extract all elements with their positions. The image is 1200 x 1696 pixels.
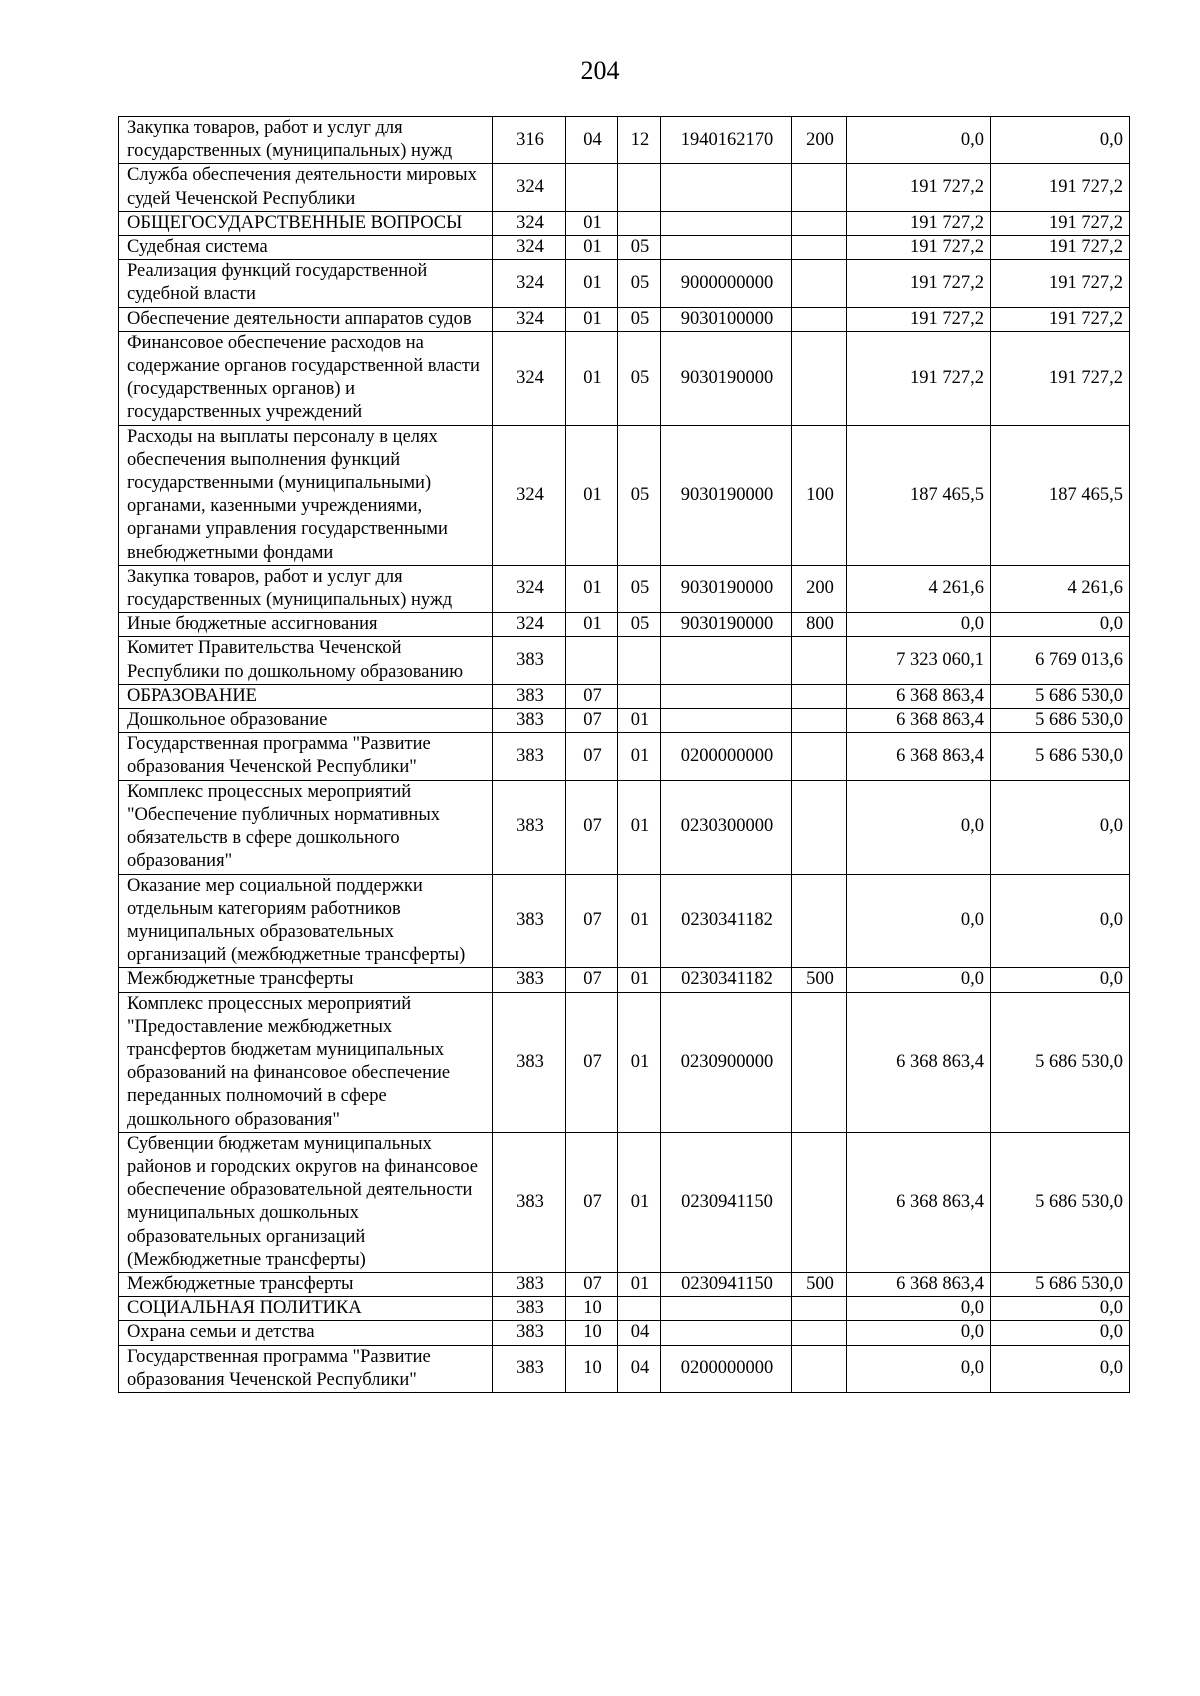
section-code-cell xyxy=(566,637,618,684)
expense-name-cell: Межбюджетные трансферты xyxy=(119,968,493,992)
expense-name-cell: Закупка товаров, работ и услуг для государственных (муниципальных) нужд xyxy=(119,117,493,164)
department-code-cell: 383 xyxy=(493,874,566,968)
subsection-code-cell: 01 xyxy=(618,874,661,968)
expense-name-cell: Государственная программа "Развитие образования Чеченской Республики" xyxy=(119,733,493,780)
department-code-cell: 324 xyxy=(493,236,566,260)
amount-year-1-cell: 191 727,2 xyxy=(847,260,991,307)
target-article-cell xyxy=(661,1297,792,1321)
expense-type-cell: 100 xyxy=(792,425,847,565)
table-row xyxy=(119,968,1130,992)
expense-name-cell: Служба обеспечения деятельности мировых судей Чеченской Республики xyxy=(119,164,493,211)
subsection-code-cell xyxy=(618,637,661,684)
expense-type-cell xyxy=(792,637,847,684)
section-code-cell: 10 xyxy=(566,1345,618,1392)
target-article-cell: 9030190000 xyxy=(661,425,792,565)
table-row xyxy=(119,1345,1130,1392)
section-code-cell xyxy=(566,164,618,211)
amount-year-1-cell: 0,0 xyxy=(847,874,991,968)
department-code-cell: 383 xyxy=(493,992,566,1132)
table-row xyxy=(119,1321,1130,1345)
amount-year-1-cell: 191 727,2 xyxy=(847,236,991,260)
section-code-cell: 01 xyxy=(566,331,618,425)
amount-year-2-cell: 5 686 530,0 xyxy=(991,992,1130,1132)
target-article-cell xyxy=(661,236,792,260)
subsection-code-cell xyxy=(618,211,661,235)
expense-type-cell: 500 xyxy=(792,1272,847,1296)
expense-name-cell: Охрана семьи и детства xyxy=(119,1321,493,1345)
expense-type-cell: 200 xyxy=(792,565,847,612)
target-article-cell xyxy=(661,211,792,235)
amount-year-1-cell: 6 368 863,4 xyxy=(847,733,991,780)
target-article-cell: 9030190000 xyxy=(661,331,792,425)
expense-name-cell: Расходы на выплаты персоналу в целях обеспечения выполнения функций государственными (муниципальными) органами, казенными учреждениями, органами управления государственными внебюджетными фондами xyxy=(119,425,493,565)
expense-name-cell: Комитет Правительства Чеченской Республики по дошкольному образованию xyxy=(119,637,493,684)
expense-type-cell xyxy=(792,1297,847,1321)
amount-year-2-cell: 0,0 xyxy=(991,117,1130,164)
amount-year-1-cell: 7 323 060,1 xyxy=(847,637,991,684)
table-row xyxy=(119,1272,1130,1296)
department-code-cell: 383 xyxy=(493,637,566,684)
subsection-code-cell: 04 xyxy=(618,1345,661,1392)
target-article-cell: 0230341182 xyxy=(661,874,792,968)
expense-type-cell xyxy=(792,874,847,968)
expense-name-cell: Дошкольное образование xyxy=(119,709,493,733)
amount-year-1-cell: 0,0 xyxy=(847,613,991,637)
department-code-cell: 324 xyxy=(493,307,566,331)
subsection-code-cell: 05 xyxy=(618,236,661,260)
amount-year-1-cell: 191 727,2 xyxy=(847,164,991,211)
department-code-cell: 324 xyxy=(493,565,566,612)
expense-type-cell xyxy=(792,164,847,211)
amount-year-2-cell: 5 686 530,0 xyxy=(991,1272,1130,1296)
section-code-cell: 01 xyxy=(566,613,618,637)
department-code-cell: 383 xyxy=(493,1272,566,1296)
section-code-cell: 07 xyxy=(566,733,618,780)
expense-name-cell: Государственная программа "Развитие образования Чеченской Республики" xyxy=(119,1345,493,1392)
table-row xyxy=(119,1132,1130,1272)
amount-year-2-cell: 5 686 530,0 xyxy=(991,1132,1130,1272)
amount-year-1-cell: 0,0 xyxy=(847,1321,991,1345)
subsection-code-cell: 01 xyxy=(618,780,661,874)
department-code-cell: 324 xyxy=(493,260,566,307)
target-article-cell: 0230941150 xyxy=(661,1272,792,1296)
amount-year-1-cell: 191 727,2 xyxy=(847,307,991,331)
expense-name-cell: Субвенции бюджетам муниципальных районов и городских округов на финансовое обеспечение образовательной деятельности муниципальных дошкольных образовательных организаций (Межбюджетные трансферты) xyxy=(119,1132,493,1272)
section-code-cell: 07 xyxy=(566,780,618,874)
section-code-cell: 10 xyxy=(566,1297,618,1321)
department-code-cell: 383 xyxy=(493,733,566,780)
target-article-cell: 9030190000 xyxy=(661,565,792,612)
table-row xyxy=(119,1297,1130,1321)
subsection-code-cell: 01 xyxy=(618,733,661,780)
table-row xyxy=(119,260,1130,307)
department-code-cell: 383 xyxy=(493,684,566,708)
table-row xyxy=(119,637,1130,684)
amount-year-2-cell: 0,0 xyxy=(991,968,1130,992)
table-row xyxy=(119,780,1130,874)
amount-year-2-cell: 5 686 530,0 xyxy=(991,684,1130,708)
amount-year-2-cell: 0,0 xyxy=(991,613,1130,637)
target-article-cell: 9000000000 xyxy=(661,260,792,307)
table-row xyxy=(119,117,1130,164)
expense-name-cell: Иные бюджетные ассигнования xyxy=(119,613,493,637)
section-code-cell: 01 xyxy=(566,260,618,307)
section-code-cell: 07 xyxy=(566,968,618,992)
target-article-cell: 9030100000 xyxy=(661,307,792,331)
table-row xyxy=(119,733,1130,780)
table-row xyxy=(119,307,1130,331)
department-code-cell: 324 xyxy=(493,211,566,235)
table-row xyxy=(119,211,1130,235)
table-row xyxy=(119,425,1130,565)
amount-year-1-cell: 0,0 xyxy=(847,117,991,164)
amount-year-2-cell: 0,0 xyxy=(991,1345,1130,1392)
target-article-cell xyxy=(661,709,792,733)
section-code-cell: 07 xyxy=(566,1272,618,1296)
section-code-cell: 01 xyxy=(566,211,618,235)
expense-name-cell: ОБЩЕГОСУДАРСТВЕННЫЕ ВОПРОСЫ xyxy=(119,211,493,235)
expense-type-cell xyxy=(792,1345,847,1392)
expense-type-cell xyxy=(792,236,847,260)
subsection-code-cell: 05 xyxy=(618,613,661,637)
subsection-code-cell: 01 xyxy=(618,968,661,992)
subsection-code-cell: 01 xyxy=(618,1132,661,1272)
subsection-code-cell: 01 xyxy=(618,709,661,733)
amount-year-1-cell: 6 368 863,4 xyxy=(847,992,991,1132)
expense-type-cell xyxy=(792,331,847,425)
department-code-cell: 383 xyxy=(493,780,566,874)
table-row xyxy=(119,684,1130,708)
section-code-cell: 01 xyxy=(566,236,618,260)
expense-name-cell: Комплекс процессных мероприятий "Предоставление межбюджетных трансфертов бюджетам муниципальных образований на финансовое обеспечение переданных полномочий в сфере дошкольного образования" xyxy=(119,992,493,1132)
section-code-cell: 07 xyxy=(566,874,618,968)
expense-type-cell xyxy=(792,780,847,874)
table-row xyxy=(119,236,1130,260)
section-code-cell: 04 xyxy=(566,117,618,164)
expense-type-cell xyxy=(792,1321,847,1345)
budget-table xyxy=(118,116,1130,1393)
amount-year-2-cell: 191 727,2 xyxy=(991,164,1130,211)
department-code-cell: 383 xyxy=(493,709,566,733)
subsection-code-cell: 04 xyxy=(618,1321,661,1345)
amount-year-1-cell: 6 368 863,4 xyxy=(847,1272,991,1296)
subsection-code-cell: 05 xyxy=(618,260,661,307)
target-article-cell xyxy=(661,1321,792,1345)
section-code-cell: 07 xyxy=(566,992,618,1132)
department-code-cell: 383 xyxy=(493,1345,566,1392)
subsection-code-cell: 05 xyxy=(618,307,661,331)
expense-type-cell: 500 xyxy=(792,968,847,992)
amount-year-1-cell: 0,0 xyxy=(847,968,991,992)
target-article-cell: 0230341182 xyxy=(661,968,792,992)
section-code-cell: 07 xyxy=(566,709,618,733)
table-row xyxy=(119,565,1130,612)
subsection-code-cell xyxy=(618,164,661,211)
section-code-cell: 01 xyxy=(566,565,618,612)
target-article-cell: 0230900000 xyxy=(661,992,792,1132)
amount-year-1-cell: 191 727,2 xyxy=(847,331,991,425)
expense-name-cell: Межбюджетные трансферты xyxy=(119,1272,493,1296)
expense-name-cell: Обеспечение деятельности аппаратов судов xyxy=(119,307,493,331)
expense-name-cell: Комплекс процессных мероприятий "Обеспечение публичных нормативных обязательств в сфере дошкольного образования" xyxy=(119,780,493,874)
expense-type-cell xyxy=(792,1132,847,1272)
amount-year-2-cell: 0,0 xyxy=(991,1297,1130,1321)
department-code-cell: 324 xyxy=(493,613,566,637)
amount-year-2-cell: 191 727,2 xyxy=(991,307,1130,331)
expense-type-cell xyxy=(792,733,847,780)
department-code-cell: 324 xyxy=(493,425,566,565)
department-code-cell: 316 xyxy=(493,117,566,164)
expense-name-cell: Реализация функций государственной судебной власти xyxy=(119,260,493,307)
table-row xyxy=(119,992,1130,1132)
expense-name-cell: ОБРАЗОВАНИЕ xyxy=(119,684,493,708)
target-article-cell: 9030190000 xyxy=(661,613,792,637)
subsection-code-cell: 05 xyxy=(618,565,661,612)
target-article-cell: 0230941150 xyxy=(661,1132,792,1272)
subsection-code-cell xyxy=(618,684,661,708)
amount-year-1-cell: 0,0 xyxy=(847,1345,991,1392)
section-code-cell: 01 xyxy=(566,425,618,565)
budget-table-body xyxy=(119,117,1130,1393)
expense-type-cell xyxy=(792,211,847,235)
amount-year-1-cell: 0,0 xyxy=(847,1297,991,1321)
section-code-cell: 07 xyxy=(566,1132,618,1272)
section-code-cell: 01 xyxy=(566,307,618,331)
expense-type-cell xyxy=(792,992,847,1132)
amount-year-1-cell: 191 727,2 xyxy=(847,211,991,235)
expense-name-cell: Оказание мер социальной поддержки отдельным категориям работников муниципальных образовательных организаций (межбюджетные трансферты) xyxy=(119,874,493,968)
amount-year-2-cell: 191 727,2 xyxy=(991,211,1130,235)
amount-year-2-cell: 5 686 530,0 xyxy=(991,733,1130,780)
department-code-cell: 383 xyxy=(493,1321,566,1345)
department-code-cell: 383 xyxy=(493,1132,566,1272)
subsection-code-cell xyxy=(618,1297,661,1321)
amount-year-1-cell: 187 465,5 xyxy=(847,425,991,565)
subsection-code-cell: 05 xyxy=(618,331,661,425)
target-article-cell: 0200000000 xyxy=(661,1345,792,1392)
table-row xyxy=(119,331,1130,425)
amount-year-2-cell: 0,0 xyxy=(991,780,1130,874)
table-row xyxy=(119,874,1130,968)
expense-type-cell: 800 xyxy=(792,613,847,637)
expense-type-cell xyxy=(792,684,847,708)
target-article-cell: 0200000000 xyxy=(661,733,792,780)
expense-name-cell: Финансовое обеспечение расходов на содержание органов государственной власти (государственных органов) и государственных учреждений xyxy=(119,331,493,425)
section-code-cell: 07 xyxy=(566,684,618,708)
expense-type-cell: 200 xyxy=(792,117,847,164)
target-article-cell: 1940162170 xyxy=(661,117,792,164)
target-article-cell xyxy=(661,684,792,708)
amount-year-2-cell: 6 769 013,6 xyxy=(991,637,1130,684)
target-article-cell: 0230300000 xyxy=(661,780,792,874)
expense-name-cell: Закупка товаров, работ и услуг для государственных (муниципальных) нужд xyxy=(119,565,493,612)
expense-type-cell xyxy=(792,709,847,733)
department-code-cell: 383 xyxy=(493,968,566,992)
expense-type-cell xyxy=(792,307,847,331)
amount-year-2-cell: 191 727,2 xyxy=(991,236,1130,260)
amount-year-1-cell: 4 261,6 xyxy=(847,565,991,612)
target-article-cell xyxy=(661,637,792,684)
subsection-code-cell: 12 xyxy=(618,117,661,164)
department-code-cell: 324 xyxy=(493,164,566,211)
section-code-cell: 10 xyxy=(566,1321,618,1345)
target-article-cell xyxy=(661,164,792,211)
department-code-cell: 383 xyxy=(493,1297,566,1321)
department-code-cell: 324 xyxy=(493,331,566,425)
amount-year-2-cell: 191 727,2 xyxy=(991,260,1130,307)
expense-name-cell: СОЦИАЛЬНАЯ ПОЛИТИКА xyxy=(119,1297,493,1321)
amount-year-1-cell: 6 368 863,4 xyxy=(847,1132,991,1272)
amount-year-2-cell: 0,0 xyxy=(991,874,1130,968)
amount-year-1-cell: 6 368 863,4 xyxy=(847,684,991,708)
table-row xyxy=(119,164,1130,211)
page-number: 204 xyxy=(580,56,620,85)
table-row xyxy=(119,613,1130,637)
amount-year-2-cell: 187 465,5 xyxy=(991,425,1130,565)
table-row xyxy=(119,709,1130,733)
subsection-code-cell: 01 xyxy=(618,992,661,1132)
amount-year-2-cell: 0,0 xyxy=(991,1321,1130,1345)
amount-year-2-cell: 4 261,6 xyxy=(991,565,1130,612)
amount-year-1-cell: 0,0 xyxy=(847,780,991,874)
amount-year-2-cell: 5 686 530,0 xyxy=(991,709,1130,733)
subsection-code-cell: 05 xyxy=(618,425,661,565)
expense-name-cell: Судебная система xyxy=(119,236,493,260)
expense-type-cell xyxy=(792,260,847,307)
amount-year-1-cell: 6 368 863,4 xyxy=(847,709,991,733)
amount-year-2-cell: 191 727,2 xyxy=(991,331,1130,425)
subsection-code-cell: 01 xyxy=(618,1272,661,1296)
